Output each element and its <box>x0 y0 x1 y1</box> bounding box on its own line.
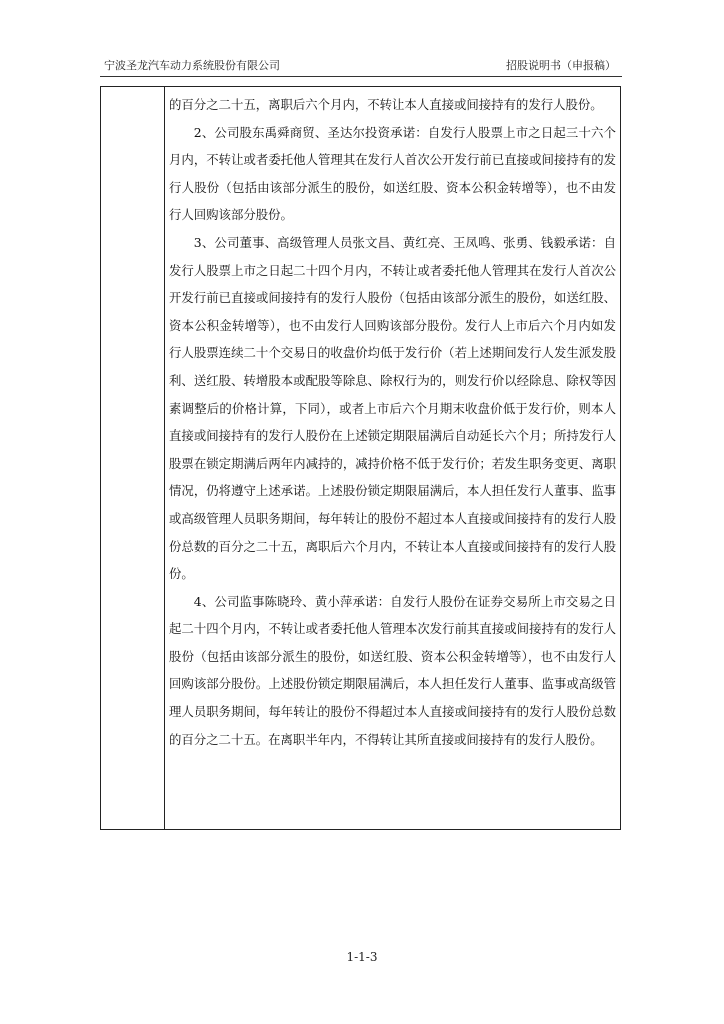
table-content-cell <box>169 91 616 753</box>
header-divider <box>100 76 622 77</box>
paragraph-shareholder-commitment: 2、公司股东禹舜商贸、圣达尔投资承诺：自发行人股票上市之日起三十六个月内，不转让或者委托他人管理其在发行人首次公开发行前已直接或间接持有的发行人股份（包括由该部分派生的股份，如送红股、资本公积金转增等），也不由发行人回购该部分股份。 <box>169 124 616 223</box>
paragraph-continuation: 的百分之二十五，离职后六个月内，不转让本人直接或间接持有的发行人股份。 <box>169 97 603 112</box>
paragraph-supervisor-commitment: 4、公司监事陈晓玲、黄小萍承诺：自发行人股份在证券交易所上市交易之日起二十四个月内，不转让或者委托他人管理本次发行前其直接或间接持有的发行人股份（包括由该部分派生的股份，如送红股、资本公积金转增等），也不由发行人回购该部分股份。上述股份锁定期限届满后，本人担任发行人董事、监事或高级管理人员职务期间，每年转让的股份不得超过本人直接或间接持有的发行人股份总数的百分之二十五。在离职半年内，不得转让其所直接或间接持有的发行人股份。 <box>169 593 616 747</box>
paragraph-director-commitment: 3、公司董事、高级管理人员张文昌、黄红亮、王凤鸣、张勇、钱毅承诺：自发行人股票上市之日起二十四个月内，不转让或者委托他人管理其在发行人首次公开发行前已直接或间接持有的发行人股份（包括由该部分派生的股份，如送红股、资本公积金转增等），也不由发行人回购该部分股份。发行人上市后六个月内如发行人股票连续二十个交易日的收盘价均低于发行价（若上述期间发行人发生派发股利、送红股、转增股本或配股等除息、除权行为的，则发行价以经除息、除权等因素调整后的价格计算，下同），或者上市后六个月期末收盘价低于发行价，则本人直接或间接持有的发行人股份在上述锁定期限届满后自动延长六个月；所持发行人股票在锁定期满后两年内减持的，减持价格不低于发行价；若发生职务变更、离职情况，仍将遵守上述承诺。上述股份锁定期限届满后，本人担任发行人董事、监事或高级管理人员职务期间，每年转让的股份不超过本人直接或间接持有的发行人股份总数的百分之二十五，离职后六个月内，不转让本人直接或间接持有的发行人股份。 <box>169 234 616 582</box>
page-number: 1-1-3 <box>346 950 378 964</box>
header-company-name: 宁波圣龙汽车动力系统股份有限公司 <box>104 59 280 72</box>
commitment-table <box>100 86 621 830</box>
table-label-column <box>101 87 165 829</box>
page-header <box>100 58 622 74</box>
header-document-type: 招股说明书（申报稿） <box>506 59 616 72</box>
